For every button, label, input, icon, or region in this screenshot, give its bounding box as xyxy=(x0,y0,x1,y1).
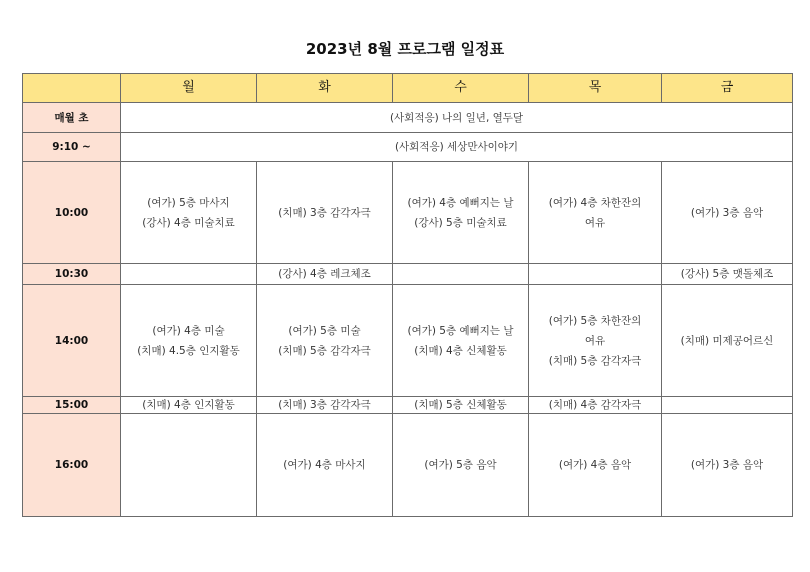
program-cell-wed xyxy=(393,285,529,397)
program-cell-tue: (강사) 4층 레크체조 xyxy=(257,264,393,285)
program-cell-tue xyxy=(257,285,393,397)
program-cell-thu xyxy=(529,285,662,397)
row-1500 xyxy=(23,397,793,414)
header-row xyxy=(23,74,793,103)
program-entry: (여가) 4층 미술 xyxy=(152,324,225,337)
program-cell-thu xyxy=(529,264,662,285)
row-1000 xyxy=(23,162,793,264)
program-cell-thu: (여가) 4층 음악 xyxy=(529,414,662,517)
program-cell-fri xyxy=(662,162,793,264)
header-day-fri: 금 xyxy=(662,74,793,103)
program-entry: (여가) 3층 음악 xyxy=(690,206,764,219)
program-entry: (여가) 5층 마사지 xyxy=(147,196,230,209)
program-entry: (치매) 3층 감각자극 xyxy=(278,206,371,219)
program-entry: (여가) 5층 차한잔의 xyxy=(548,314,642,327)
program-entry: (여가) 5층 예뻐지는 날 xyxy=(407,324,514,337)
program-entry: (치매) 미제공어르신 xyxy=(680,334,774,347)
header-day-tue: 화 xyxy=(257,74,393,103)
program-cell-fri xyxy=(662,285,793,397)
program-entry: (치매) 5층 감각자극 xyxy=(278,344,371,357)
program-entry: (여가) 4층 예뻐지는 날 xyxy=(407,196,514,209)
program-cell-wed: (치매) 5층 신체활동 xyxy=(393,397,529,414)
time-label: 9:10 ~ xyxy=(23,133,121,162)
program-entry: (치매) 5층 감각자극 xyxy=(548,354,642,367)
header-corner xyxy=(23,74,121,103)
program-entry: (강사) 5층 미술치료 xyxy=(414,216,507,229)
program-cell-wed xyxy=(393,162,529,264)
page-title: 2023년 8월 프로그램 일정표 xyxy=(305,40,505,58)
time-label: 15:00 xyxy=(23,397,121,414)
time-label: 매월 초 xyxy=(23,103,121,133)
row-0910 xyxy=(23,133,793,162)
program-cell-thu: (치매) 4층 감각자극 xyxy=(529,397,662,414)
program-entry: (여가) 5층 미술 xyxy=(288,324,361,337)
program-cell-tue xyxy=(257,162,393,264)
program-entry: (강사) 4층 미술치료 xyxy=(142,216,235,229)
row-monthly xyxy=(23,103,793,133)
program-cell-mon xyxy=(121,414,257,517)
program-entry: (여가) 4층 차한잔의 xyxy=(548,196,642,209)
header-day-thu: 목 xyxy=(529,74,662,103)
program-entry: 여유 xyxy=(584,216,606,229)
header-day-wed: 수 xyxy=(393,74,529,103)
row-1600 xyxy=(23,414,793,517)
program-cell-fri: (강사) 5층 맷돌체조 xyxy=(662,264,793,285)
program-cell-wed xyxy=(393,264,529,285)
program-cell-mon xyxy=(121,285,257,397)
program-entry: (치매) 4층 신체활동 xyxy=(414,344,507,357)
program-cell-tue: (치매) 3층 감각자극 xyxy=(257,397,393,414)
program-cell-mon xyxy=(121,162,257,264)
time-label: 10:00 xyxy=(23,162,121,264)
time-label: 10:30 xyxy=(23,264,121,285)
program-cell-tue: (여가) 4층 마사지 xyxy=(257,414,393,517)
program-cell-wed: (여가) 5층 음악 xyxy=(393,414,529,517)
header-day-mon: 월 xyxy=(121,74,257,103)
program-cell-mon: (치매) 4층 인지활동 xyxy=(121,397,257,414)
program-cell-merged: (사회적응) 세상만사이야기 xyxy=(121,133,793,162)
row-1030 xyxy=(23,264,793,285)
program-cell-fri xyxy=(662,397,793,414)
time-label: 16:00 xyxy=(23,414,121,517)
program-cell-thu xyxy=(529,162,662,264)
time-label: 14:00 xyxy=(23,285,121,397)
program-cell-fri: (여가) 3층 음악 xyxy=(662,414,793,517)
program-entry: 여유 xyxy=(584,334,606,347)
program-cell-mon xyxy=(121,264,257,285)
program-cell-merged: (사회적응) 나의 일년, 열두달 xyxy=(121,103,793,133)
row-1400 xyxy=(23,285,793,397)
schedule-table xyxy=(22,73,793,517)
program-entry: (치매) 4.5층 인지활동 xyxy=(137,344,240,357)
